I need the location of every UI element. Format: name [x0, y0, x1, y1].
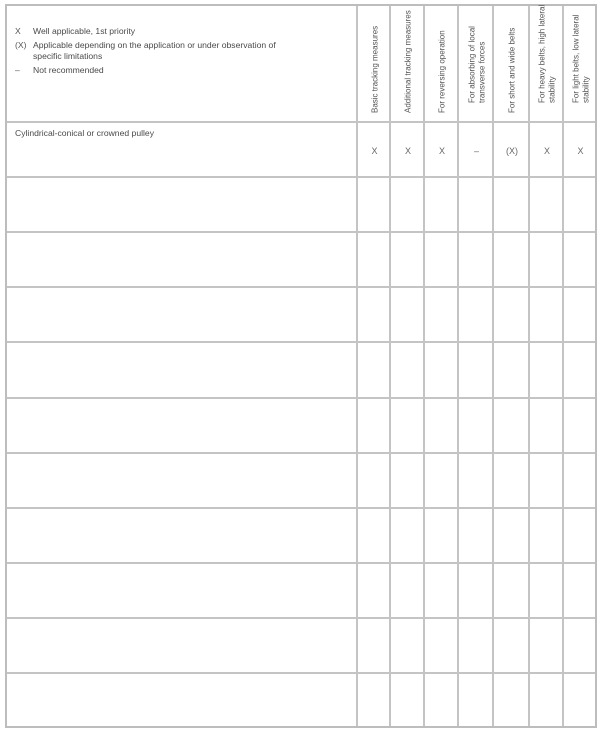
column-header — [425, 10, 459, 122]
rating-cell: X — [404, 145, 411, 156]
row-label: Cylindrical-conical or crowned pulley — [15, 128, 154, 138]
column-header — [564, 10, 597, 122]
row-divider — [7, 231, 595, 233]
row-divider — [7, 672, 595, 674]
column-header-label: Basic tracking measures — [369, 25, 379, 113]
row-divider — [7, 617, 595, 619]
row-divider — [7, 286, 595, 288]
column-header — [530, 4, 564, 122]
rating-cell: X — [371, 145, 378, 156]
legend-text: Applicable depending on the application or under observation of specific limitations — [33, 39, 276, 61]
column-header-label: For heavy belts, high lateral stability — [537, 4, 556, 103]
row-divider — [7, 341, 595, 343]
column-header-label: For reversing operation — [437, 29, 447, 113]
column-header-label: Additional tracking measures — [403, 9, 413, 113]
column-header-label: For light belts, low lateral stability — [571, 14, 590, 103]
row-divider — [7, 452, 595, 454]
column-header — [358, 10, 391, 122]
rating-cell: X — [438, 145, 445, 156]
row-divider — [7, 507, 595, 509]
column-header-label: For absorbing of local transverse forces — [467, 26, 486, 103]
column-header — [494, 10, 530, 122]
legend-item-paren-x — [15, 40, 355, 63]
legend-symbol: (X) — [15, 39, 27, 50]
legend-text: Not recommended — [33, 64, 104, 75]
column-header — [391, 10, 425, 122]
rating-cell: X — [543, 145, 550, 156]
legend-symbol: X — [15, 26, 21, 36]
rating-cell: – — [473, 145, 479, 156]
row-divider — [7, 397, 595, 399]
legend-symbol: – — [15, 64, 20, 75]
column-header — [459, 10, 494, 122]
legend-text: Well applicable, 1st priority — [33, 26, 136, 36]
legend-item-dash — [15, 65, 355, 77]
column-header-label: For short and wide belts — [507, 27, 517, 113]
row-divider — [7, 562, 595, 564]
legend-item-x — [15, 26, 355, 38]
belt-tracking-table — [5, 4, 597, 728]
rating-cell: (X) — [506, 145, 518, 156]
rating-cell: X — [577, 145, 584, 156]
legend — [15, 26, 355, 78]
